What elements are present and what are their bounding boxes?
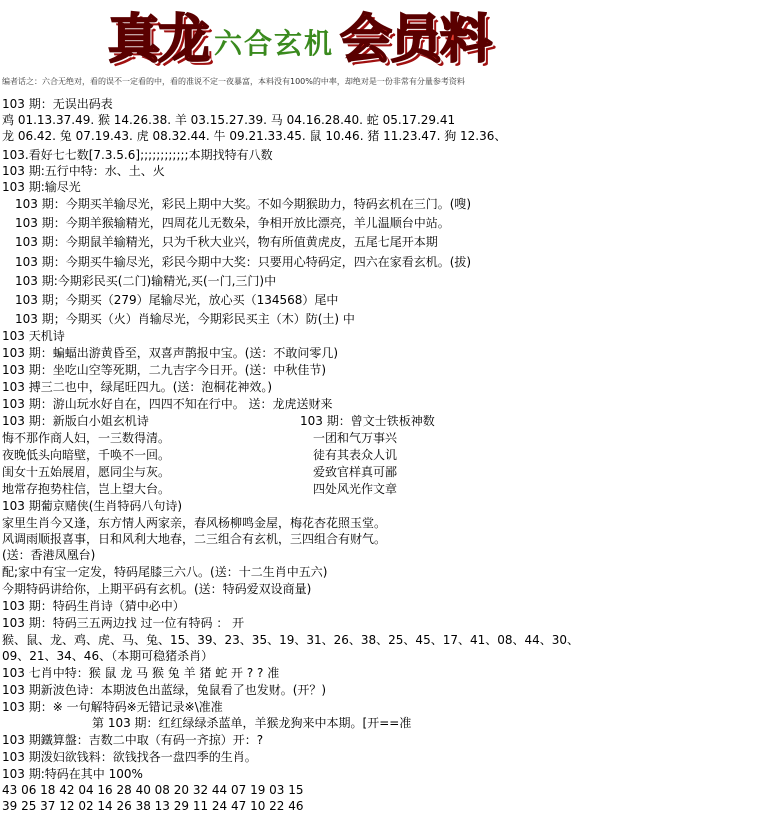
text-line: 猴、鼠、龙、鸡、虎、马、兔、15、39、23、35、19、31、26、38、25、45、17、41、08、44、30、 [2,633,580,647]
text-line: 103 天机诗 [2,329,65,343]
text-line: 103 七肖中特：猴 鼠 龙 马 猴 兔 羊 猪 蛇 开 ? ? 准 [2,666,280,680]
text-line: 103 期:今期彩民买(二门)输精光,买(一门,三门)中 [15,274,277,288]
text-line: 今期特码讲给你，上期平码有玄机。(送：特码爱双设商量) [2,582,312,596]
text-line: 家里生肖今又逢，东方情人两家亲，春风杨柳鸣金屋，梅花杏花照玉堂。 [2,516,387,530]
text-line: 103 期：今期羊猴输精光，四周花儿无数朵，争相开放比漂亮，羊儿温顺台中站。 [15,216,450,230]
poem-line: 闺女十五始展眉，愿同尘与灰。 [2,465,171,479]
text-line: 103 期：蝙蝠出游黄昏至，双喜声鹊报中宝。(送：不敢问零几) [2,346,339,360]
poem-line: 悔不那作商人妇，一三数得清。 [2,431,171,445]
poem-line: 夜晚低头向暗壁，千唤不一回。 [2,448,171,462]
number-line: 43 06 18 42 04 16 28 40 08 20 32 44 07 19 03 15 [2,783,304,797]
text-line: 风调雨顺报喜事，日和风利大地春，二三组合有玄机，三四组合有财气。 [2,532,387,546]
editor-notice: 编者话之：六合无绝对，看的误不一定看的中，看的准说不定一夜暴富，本料没有100%的中率，却绝对是一份非常有分量参考资料 [2,77,465,86]
text-line: 103 期葡京赌侠(生肖特码八句诗) [2,499,183,513]
text-line: 103 期：※ 一句解特码※无错记录※\准准 [2,700,223,714]
text-line: 103 期：今期买羊输尽光，彩民上期中大奖。不如今期猴助力，特码玄机在三门。(嗖) [15,197,472,211]
text-line: 103 期：游山玩水好自在，四四不知在行中。 送：龙虎送财来 [2,397,333,411]
header-banner [0,0,775,72]
text-line: 103 期：特码生肖诗（猜中必中） [2,599,185,613]
text-line: 103 期：今期买牛输尽光，彩民今期中大奖：只要用心特码定，四六在家看玄机。(拔) [15,255,472,269]
text-line: 103 期泼妇欲钱料：欲钱找各一盘四季的生肖。 [2,750,257,764]
text-line: 103 期:五行中特：水、土、火 [2,164,165,178]
text-line: 鸡 01.13.37.49. 猴 14.26.38. 羊 03.15.27.39. 马 04.16.28.40. 蛇 05.17.29.41 [2,113,456,127]
text-line: 103 期新波色诗：本期波色出蓝绿，兔鼠看了也发财。(开？) [2,683,327,697]
logo-text-zhenlong: 真龙 [108,9,209,70]
right-poem-line: 一团和气万事兴 [313,431,398,445]
text-line: 龙 06.42. 兔 07.19.43. 虎 08.32.44. 牛 09.21.33.45. 鼠 10.46. 猪 11.23.47. 狗 12.36、 [2,129,507,143]
text-line: 103 搏三二也中，绿尾旺四九。(送：泡桐花神效。) [2,380,273,394]
poem-line: 地常存抱势柱信，岂上望大台。 [2,482,171,496]
text-line: 09、21、34、46、（本期可稳猪杀肖） [2,649,214,663]
text-line: 103 期鐵算盤：吉数二中取（有码一齐掠）开：? [2,733,264,747]
text-line: 第 103 期：红红绿绿杀蓝单，羊猴龙狗来中本期。[开==准 [92,716,412,730]
text-line: 103 期；今期买（火）肖输尽光，今期彩民买主（木）防(土) 中 [15,312,355,326]
text-line: 103 期：特码三五两边找 过一位有特码 ： 开 [2,616,245,630]
number-line: 39 25 37 12 02 14 26 38 13 29 11 24 47 10 22 46 [2,799,304,813]
text-line: 103 期：无误出码表 [2,97,113,111]
text-line: 103 期:特码在其中 100% [2,767,143,781]
right-poem-title: 103 期：曾文士铁板神数 [300,414,435,428]
right-poem-line: 徒有其表众人讥 [313,448,398,462]
text-line: 103 期:输尽光 [2,180,81,194]
right-poem-line: 四处风光作文章 [313,482,398,496]
logo-text-liuhe: 六合玄机 [214,27,335,60]
site-logo [108,6,490,70]
text-line: 配;家中有宝一定发，特码尾膝三六八。(送：十二生肖中五六) [2,565,328,579]
right-poem-line: 爱致官样真可鄙 [313,465,398,479]
logo-text-huiyuanliao: 会员料 [340,9,491,70]
text-line: 103 期：新版白小姐玄机诗 [2,414,149,428]
text-line: 103 期；今期买（279）尾输尽光，放心买（134568）尾中 [15,293,339,307]
text-line: 103 期：坐吃山空等死期，二九吉字今日开。(送：中秋佳节) [2,363,327,377]
text-line: 103 期：今期鼠羊输精光，只为千秋大业兴，物有所值黄虎皮，五尾七尾开本期 [15,235,438,249]
text-line: (送：香港凤凰台) [2,548,96,562]
text-line: 103.看好七七数[7.3.5.6];;;;;;;;;;;;本期找特有八数 [2,148,273,162]
